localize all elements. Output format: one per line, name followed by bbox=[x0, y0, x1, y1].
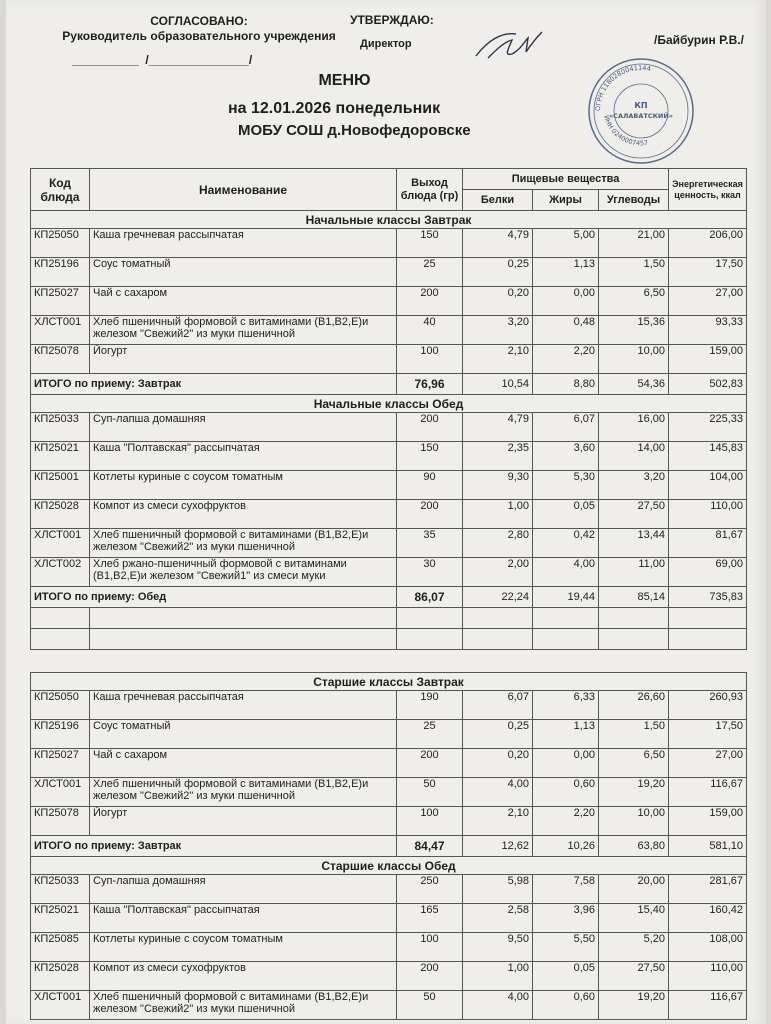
empty-cell bbox=[397, 629, 463, 650]
agreed-role: Руководитель образовательного учреждения bbox=[62, 29, 336, 43]
director-name: /Байбурин Р.В./ bbox=[654, 33, 744, 47]
total-fat: 10,26 bbox=[533, 836, 599, 857]
dish-fat: 4,00 bbox=[533, 558, 599, 587]
dish-fat: 0,05 bbox=[533, 962, 599, 991]
dish-name: Каша "Полтавская" рассыпчатая bbox=[90, 904, 397, 933]
table-row bbox=[31, 500, 747, 529]
dish-energy: 145,83 bbox=[669, 442, 747, 471]
dish-energy: 206,00 bbox=[669, 229, 747, 258]
dish-protein: 6,07 bbox=[463, 691, 533, 720]
dish-output: 200 bbox=[397, 500, 463, 529]
dish-output: 250 bbox=[397, 875, 463, 904]
total-fat: 19,44 bbox=[533, 587, 599, 608]
dish-fat: 3,60 bbox=[533, 442, 599, 471]
dish-energy: 260,93 bbox=[669, 691, 747, 720]
dish-protein: 0,25 bbox=[463, 258, 533, 287]
dish-code: КП25196 bbox=[31, 258, 90, 287]
table-row bbox=[31, 471, 747, 500]
dish-code: ХЛСТ001 bbox=[31, 991, 90, 1020]
dish-output: 90 bbox=[397, 471, 463, 500]
dish-carbs: 15,40 bbox=[599, 904, 669, 933]
dish-protein: 0,20 bbox=[463, 749, 533, 778]
dish-energy: 81,67 bbox=[669, 529, 747, 558]
table-row bbox=[31, 904, 747, 933]
dish-output: 25 bbox=[397, 720, 463, 749]
dish-fat: 2,20 bbox=[533, 345, 599, 374]
section-row bbox=[31, 395, 747, 413]
dish-fat: 0,60 bbox=[533, 991, 599, 1020]
dish-fat: 1,13 bbox=[533, 258, 599, 287]
dish-protein: 2,00 bbox=[463, 558, 533, 587]
empty-cell bbox=[599, 629, 669, 650]
section-title: Старшие классы Обед bbox=[31, 857, 747, 875]
table-row bbox=[31, 691, 747, 720]
total-fat: 8,80 bbox=[533, 374, 599, 395]
dish-code: ХЛСТ001 bbox=[31, 778, 90, 807]
table-row bbox=[31, 558, 747, 587]
total-output: 76,96 bbox=[397, 374, 463, 395]
dish-carbs: 19,20 bbox=[599, 778, 669, 807]
dish-carbs: 20,00 bbox=[599, 875, 669, 904]
dish-protein: 5,98 bbox=[463, 875, 533, 904]
total-protein: 12,62 bbox=[463, 836, 533, 857]
empty-cell bbox=[90, 608, 397, 629]
approve-heading: УТВЕРЖДАЮ: bbox=[350, 13, 434, 27]
dish-output: 200 bbox=[397, 287, 463, 316]
dish-carbs: 16,00 bbox=[599, 413, 669, 442]
dish-protein: 2,58 bbox=[463, 904, 533, 933]
dish-carbs: 10,00 bbox=[599, 807, 669, 836]
table-row bbox=[31, 720, 747, 749]
dish-protein: 2,10 bbox=[463, 345, 533, 374]
dish-carbs: 21,00 bbox=[599, 229, 669, 258]
document-title bbox=[0, 72, 771, 90]
dish-energy: 110,00 bbox=[669, 500, 747, 529]
total-carbs: 54,36 bbox=[599, 374, 669, 395]
total-row bbox=[31, 836, 747, 857]
dish-code: КП25001 bbox=[31, 471, 90, 500]
dish-name: Хлеб пшеничный формовой с витаминами (В1,В2,Е)и железом "Свежий2" из муки пшеничной bbox=[90, 991, 397, 1020]
dish-energy: 93,33 bbox=[669, 316, 747, 345]
empty-cell bbox=[533, 608, 599, 629]
dish-fat: 5,00 bbox=[533, 229, 599, 258]
section-row bbox=[31, 857, 747, 875]
dish-name: Чай с сахаром bbox=[90, 749, 397, 778]
director-label: Директор bbox=[360, 38, 412, 50]
table-row bbox=[31, 345, 747, 374]
dish-output: 150 bbox=[397, 442, 463, 471]
dish-code: КП25050 bbox=[31, 691, 90, 720]
dish-protein: 1,00 bbox=[463, 962, 533, 991]
seal-center-line1: КП bbox=[634, 101, 648, 110]
dish-fat: 0,00 bbox=[533, 287, 599, 316]
dish-fat: 6,07 bbox=[533, 413, 599, 442]
empty-cell bbox=[463, 608, 533, 629]
dish-name: Котлеты куриные с соусом томатным bbox=[90, 933, 397, 962]
dish-name: Хлеб пшеничный формовой с витаминами (В1,В2,Е)и железом "Свежий2" из муки пшеничной bbox=[90, 316, 397, 345]
dish-protein: 3,20 bbox=[463, 316, 533, 345]
dish-protein: 2,80 bbox=[463, 529, 533, 558]
table-row bbox=[31, 778, 747, 807]
table-row bbox=[31, 933, 747, 962]
dish-fat: 0,00 bbox=[533, 749, 599, 778]
col-carbs: Углеводы bbox=[599, 190, 669, 211]
dish-fat: 0,48 bbox=[533, 316, 599, 345]
dish-output: 100 bbox=[397, 933, 463, 962]
dish-fat: 5,30 bbox=[533, 471, 599, 500]
dish-output: 50 bbox=[397, 778, 463, 807]
dish-name: Котлеты куриные с соусом томатным bbox=[90, 471, 397, 500]
dish-fat: 0,60 bbox=[533, 778, 599, 807]
table-row bbox=[31, 258, 747, 287]
dish-name: Хлеб пшеничный формовой с витаминами (В1,В2,Е)и железом "Свежий2" из муки пшеничной bbox=[90, 529, 397, 558]
dish-fat: 2,20 bbox=[533, 807, 599, 836]
dish-code: ХЛСТ001 bbox=[31, 316, 90, 345]
school-name: МОБУ СОШ д.Новофедоровске bbox=[238, 122, 471, 139]
col-out: Выход блюда (гр) bbox=[397, 169, 463, 211]
empty-cell bbox=[397, 608, 463, 629]
director-signature bbox=[468, 26, 550, 66]
dish-code: КП25021 bbox=[31, 442, 90, 471]
dish-energy: 27,00 bbox=[669, 287, 747, 316]
table-row bbox=[31, 442, 747, 471]
dish-protein: 9,50 bbox=[463, 933, 533, 962]
total-output: 84,47 bbox=[397, 836, 463, 857]
table-row bbox=[31, 962, 747, 991]
empty-cell bbox=[669, 608, 747, 629]
table-row bbox=[31, 749, 747, 778]
section-title: Старшие классы Завтрак bbox=[31, 673, 747, 691]
dish-code: ХЛСТ001 bbox=[31, 529, 90, 558]
total-row bbox=[31, 374, 747, 395]
dish-carbs: 1,50 bbox=[599, 258, 669, 287]
dish-protein: 0,25 bbox=[463, 720, 533, 749]
col-nutrients: Пищевые вещества bbox=[463, 169, 669, 190]
empty-cell bbox=[669, 629, 747, 650]
menu-date: на 12.01.2026 понедельник bbox=[228, 100, 441, 117]
table-row bbox=[31, 875, 747, 904]
menu-body bbox=[31, 211, 747, 1020]
dish-code: КП25033 bbox=[31, 413, 90, 442]
dish-fat: 1,13 bbox=[533, 720, 599, 749]
dish-name: Йогурт bbox=[90, 807, 397, 836]
table-row bbox=[31, 807, 747, 836]
spacer-row bbox=[31, 650, 747, 673]
dish-code: КП25027 bbox=[31, 287, 90, 316]
dish-carbs: 27,50 bbox=[599, 962, 669, 991]
section-title: Начальные классы Обед bbox=[31, 395, 747, 413]
empty-row bbox=[31, 608, 747, 629]
dish-output: 30 bbox=[397, 558, 463, 587]
dish-name: Компот из смеси сухофруктов bbox=[90, 500, 397, 529]
dish-energy: 225,33 bbox=[669, 413, 747, 442]
total-label: ИТОГО по приему: Завтрак bbox=[31, 836, 397, 857]
dish-protein: 0,20 bbox=[463, 287, 533, 316]
dish-fat: 5,50 bbox=[533, 933, 599, 962]
table-row bbox=[31, 316, 747, 345]
dish-carbs: 13,44 bbox=[599, 529, 669, 558]
dish-energy: 110,00 bbox=[669, 962, 747, 991]
dish-code: КП25021 bbox=[31, 904, 90, 933]
dish-carbs: 14,00 bbox=[599, 442, 669, 471]
dish-name: Суп-лапша домашняя bbox=[90, 875, 397, 904]
dish-output: 25 bbox=[397, 258, 463, 287]
total-energy: 581,10 bbox=[669, 836, 747, 857]
table-row bbox=[31, 287, 747, 316]
dish-output: 200 bbox=[397, 413, 463, 442]
section-row bbox=[31, 673, 747, 691]
seal-center-line2: «САЛАВАТСКИЙ» bbox=[608, 112, 674, 120]
col-energy: Энергетическая ценность, ккал bbox=[669, 169, 747, 211]
seal-bottom-text: ИНН 0240007457 bbox=[602, 114, 649, 148]
dish-carbs: 19,20 bbox=[599, 991, 669, 1020]
dish-protein: 2,10 bbox=[463, 807, 533, 836]
dish-fat: 0,42 bbox=[533, 529, 599, 558]
table-row bbox=[31, 991, 747, 1020]
dish-output: 190 bbox=[397, 691, 463, 720]
dish-code: КП25033 bbox=[31, 875, 90, 904]
total-protein: 10,54 bbox=[463, 374, 533, 395]
dish-protein: 9,30 bbox=[463, 471, 533, 500]
total-carbs: 85,14 bbox=[599, 587, 669, 608]
dish-energy: 69,00 bbox=[669, 558, 747, 587]
dish-name: Хлеб пшеничный формовой с витаминами (В1,В2,Е)и железом "Свежий2" из муки пшеничной bbox=[90, 778, 397, 807]
dish-name: Чай с сахаром bbox=[90, 287, 397, 316]
dish-carbs: 15,36 bbox=[599, 316, 669, 345]
dish-carbs: 5,20 bbox=[599, 933, 669, 962]
col-fat: Жиры bbox=[533, 190, 599, 211]
table-row bbox=[31, 413, 747, 442]
dish-code: КП25196 bbox=[31, 720, 90, 749]
dish-carbs: 10,00 bbox=[599, 345, 669, 374]
total-label: ИТОГО по приему: Завтрак bbox=[31, 374, 397, 395]
dish-name: Соус томатный bbox=[90, 258, 397, 287]
dish-code: КП25085 bbox=[31, 933, 90, 962]
total-row bbox=[31, 587, 747, 608]
dish-protein: 2,35 bbox=[463, 442, 533, 471]
dish-output: 200 bbox=[397, 749, 463, 778]
dish-name: Каша гречневая рассыпчатая bbox=[90, 229, 397, 258]
dish-carbs: 3,20 bbox=[599, 471, 669, 500]
dish-name: Йогурт bbox=[90, 345, 397, 374]
dish-energy: 116,67 bbox=[669, 991, 747, 1020]
col-protein: Белки bbox=[463, 190, 533, 211]
total-label: ИТОГО по приему: Обед bbox=[31, 587, 397, 608]
dish-energy: 281,67 bbox=[669, 875, 747, 904]
dish-protein: 4,79 bbox=[463, 413, 533, 442]
dish-name: Каша гречневая рассыпчатая bbox=[90, 691, 397, 720]
dish-code: КП25050 bbox=[31, 229, 90, 258]
total-protein: 22,24 bbox=[463, 587, 533, 608]
dish-carbs: 6,50 bbox=[599, 287, 669, 316]
dish-name: Компот из смеси сухофруктов bbox=[90, 962, 397, 991]
dish-fat: 7,58 bbox=[533, 875, 599, 904]
dish-energy: 159,00 bbox=[669, 345, 747, 374]
dish-name: Каша "Полтавская" рассыпчатая bbox=[90, 442, 397, 471]
table-row bbox=[31, 229, 747, 258]
dish-carbs: 6,50 bbox=[599, 749, 669, 778]
dish-carbs: 26,60 bbox=[599, 691, 669, 720]
empty-cell bbox=[31, 608, 90, 629]
dish-carbs: 27,50 bbox=[599, 500, 669, 529]
dish-code: КП25027 bbox=[31, 749, 90, 778]
dish-code: КП25078 bbox=[31, 807, 90, 836]
section-row bbox=[31, 211, 747, 229]
dish-output: 100 bbox=[397, 807, 463, 836]
dish-energy: 27,00 bbox=[669, 749, 747, 778]
menu-table bbox=[30, 168, 747, 1020]
col-code: Код блюда bbox=[31, 169, 90, 211]
dish-energy: 17,50 bbox=[669, 720, 747, 749]
dish-energy: 108,00 bbox=[669, 933, 747, 962]
dish-protein: 4,00 bbox=[463, 778, 533, 807]
col-name: Наименование bbox=[90, 169, 397, 211]
dish-fat: 6,33 bbox=[533, 691, 599, 720]
dish-protein: 4,00 bbox=[463, 991, 533, 1020]
dish-carbs: 1,50 bbox=[599, 720, 669, 749]
empty-cell bbox=[599, 608, 669, 629]
total-energy: 502,83 bbox=[669, 374, 747, 395]
empty-row bbox=[31, 629, 747, 650]
spacer-cell bbox=[31, 650, 747, 673]
section-title: Начальные классы Завтрак bbox=[31, 211, 747, 229]
dish-energy: 104,00 bbox=[669, 471, 747, 500]
dish-output: 40 bbox=[397, 316, 463, 345]
title-menu-text: МЕНЮ bbox=[318, 72, 371, 89]
table-row bbox=[31, 529, 747, 558]
dish-energy: 17,50 bbox=[669, 258, 747, 287]
dish-energy: 116,67 bbox=[669, 778, 747, 807]
total-energy: 735,83 bbox=[669, 587, 747, 608]
dish-fat: 0,05 bbox=[533, 500, 599, 529]
agreed-block bbox=[54, 14, 344, 44]
dish-code: КП25078 bbox=[31, 345, 90, 374]
signature-lines: __________ /_______________/ bbox=[72, 53, 253, 67]
dish-code: ХЛСТ002 bbox=[31, 558, 90, 587]
empty-cell bbox=[90, 629, 397, 650]
agreed-heading: СОГЛАСОВАНО: bbox=[150, 14, 248, 28]
dish-code: КП25028 bbox=[31, 500, 90, 529]
dish-carbs: 11,00 bbox=[599, 558, 669, 587]
dish-code: КП25028 bbox=[31, 962, 90, 991]
dish-protein: 4,79 bbox=[463, 229, 533, 258]
dish-output: 200 bbox=[397, 962, 463, 991]
dish-output: 150 bbox=[397, 229, 463, 258]
dish-fat: 3,96 bbox=[533, 904, 599, 933]
dish-protein: 1,00 bbox=[463, 500, 533, 529]
dish-name: Соус томатный bbox=[90, 720, 397, 749]
dish-energy: 159,00 bbox=[669, 807, 747, 836]
total-carbs: 63,80 bbox=[599, 836, 669, 857]
empty-cell bbox=[533, 629, 599, 650]
empty-cell bbox=[31, 629, 90, 650]
dish-name: Суп-лапша домашняя bbox=[90, 413, 397, 442]
total-output: 86,07 bbox=[397, 587, 463, 608]
dish-output: 100 bbox=[397, 345, 463, 374]
seal-top-text: ОГРН 1180280041144 bbox=[593, 63, 652, 112]
empty-cell bbox=[463, 629, 533, 650]
dish-name: Хлеб ржано-пшеничный формовой с витаминами (В1,В2,Е)и железом "Свежий1" из смеси муки bbox=[90, 558, 397, 587]
dish-output: 165 bbox=[397, 904, 463, 933]
dish-energy: 160,42 bbox=[669, 904, 747, 933]
dish-output: 50 bbox=[397, 991, 463, 1020]
dish-output: 35 bbox=[397, 529, 463, 558]
